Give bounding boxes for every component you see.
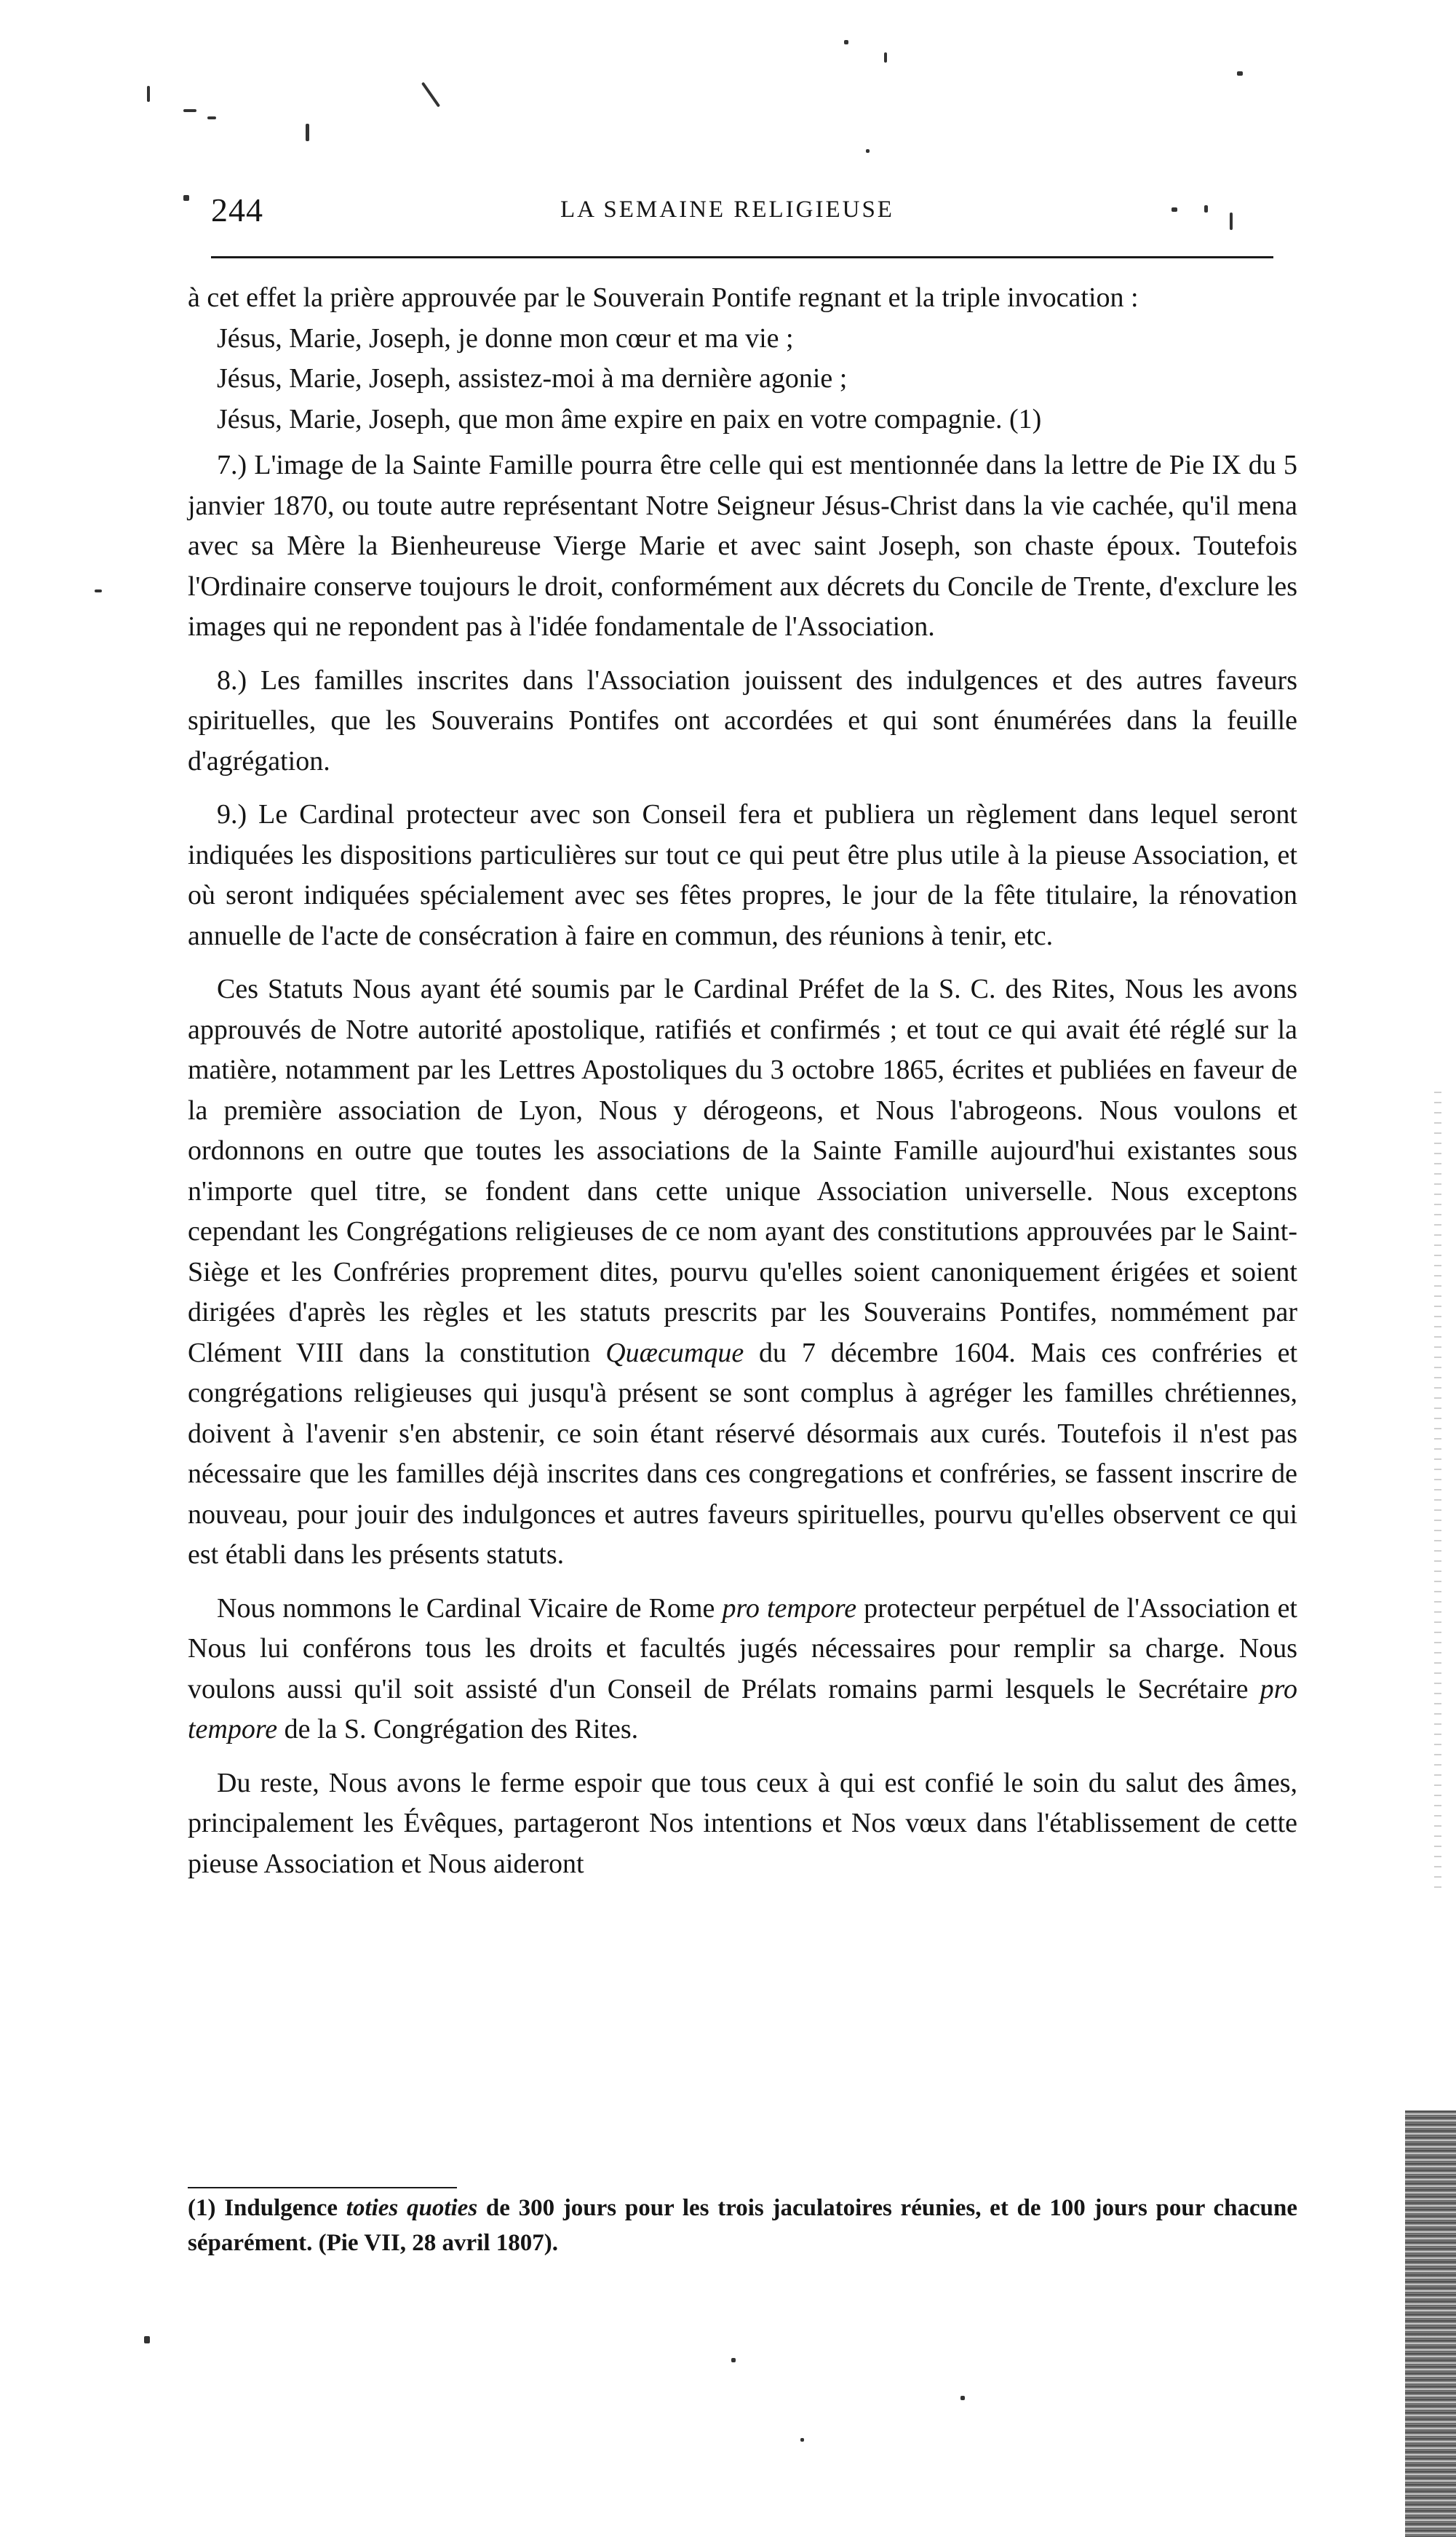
invocation-line: Jésus, Marie, Joseph, je donne mon cœur et ma vie ;	[217, 322, 794, 354]
paragraph-text: du 7 décembre 1604. Mais ces confréries et congrégations religieuses qui jusqu'à présent se sont complus à agréger les familles chrétiennes, doivent à l'avenir s'en abstenir, ce soin étant réservé désormais aux curés. Toutefois il n'est pas nécessaire que les familles déjà inscrites dans ces congregations et confréries, se fassent inscrire de nouveau, pour jouir des indulgonces et autres faveurs spirituelles, pourvu qu'elles observent ce qui est établi dans les présents statuts.	[188, 1337, 1298, 1570]
invocation-line: Jésus, Marie, Joseph, assistez-moi à ma dernière agonie ;	[217, 363, 848, 394]
scan-edge-noise	[1405, 2111, 1456, 2537]
scan-speck	[306, 124, 309, 141]
scan-speck	[147, 86, 150, 102]
footnote-rule	[188, 2187, 457, 2188]
paragraph-text: Ces Statuts Nous ayant été soumis par le Cardinal Préfet de la S. C. des Rites, Nous les avons approuvés de Notre autorité apostolique, ratifiés et confirmés ; et tout ce qui avait été réglé sur la matière, notamment par les Lettres Apostoliques du 3 octobre 1865, écrites et publiées en faveur de la première association de Lyon, Nous y dérogeons, et Nous l'abrogeons. Nous voulons et ordonnons en outre que toutes les associations de la Sainte Famille aujourd'hui existantes sous n'importe quel titre, se fondent dans cette unique Association universelle. Nous exceptons cependant les Congrégations religieuses de ce nom ayant des constitutions approuvées par le Saint-Siège et les Confréries proprement dites, pourvu qu'elles soient canoniquement érigées et soient dirigées d'après les règles et les statuts prescrits par les Souverains Pontifes, nommément par Clément VIII dans la constitution	[188, 974, 1297, 1368]
scan-speck	[207, 116, 216, 119]
scan-speck	[844, 40, 848, 44]
scan-speck	[800, 2438, 804, 2442]
scan-speck	[866, 149, 870, 153]
footnote-text: (1) Indulgence	[188, 2195, 346, 2221]
scan-speck	[1237, 71, 1243, 76]
page-number: 244	[211, 191, 263, 229]
body-text	[188, 278, 1297, 1884]
scan-speck	[183, 195, 189, 201]
paragraph-text: protecteur perpétuel de l'Association et Nous lui conférons tous les droits et facultés jugés nécessaires pour remplir sa charge. Nous voulons aussi qu'il soit assisté d'un Conseil de Prélats romains parmi lesquels le Secrétaire	[188, 1592, 1297, 1704]
running-header	[211, 191, 1273, 242]
paragraph-approval	[188, 969, 1297, 1576]
scan-speck	[95, 589, 102, 592]
paragraph-closing: Du reste, Nous avons le ferme espoir que tous ceux à qui est confié le soin du salut des âmes, principalement les Évêques, partageront Nos intentions et Nos vœux dans l'établissement de cette pieuse Association et Nous aideront	[188, 1767, 1297, 1879]
scan-speck	[731, 2358, 736, 2362]
italic-term: toties quoties	[346, 2195, 478, 2221]
paragraph-text: de la S. Congrégation des Rites.	[277, 1714, 639, 1744]
scan-speck	[884, 52, 887, 63]
scan-speck	[421, 82, 440, 107]
paragraph-article-7: 7.) L'image de la Sainte Famille pourra être celle qui est mentionnée dans la lettre de Pie IX du 5 janvier 1870, ou toute autre représentant Notre Seigneur Jésus-Christ dans la vie cachée, qu'il mena avec sa Mère la Bienheureuse Vierge Marie et avec saint Joseph, son chaste époux. Toutefois l'Ordinaire conserve toujours le droit, conformément aux décrets du Concile de Trente, d'exclure les images qui ne repondent pas à l'idée fondamentale de l'Association.	[188, 450, 1297, 642]
scan-speck	[183, 109, 196, 112]
italic-term: pro tempore	[722, 1592, 857, 1624]
italic-term: pro tempore	[188, 1673, 1297, 1744]
scan-speck	[144, 2336, 150, 2343]
invocation-line: Jésus, Marie, Joseph, que mon âme expire en paix en votre compagnie. (1)	[217, 403, 1042, 434]
italic-term: Quæcumque	[605, 1337, 744, 1368]
scan-speck	[960, 2396, 965, 2400]
footnote-text: de 300 jours pour les trois jaculatoires réunies, et de 100 jours pour chacune séparément. (Pie VII, 28 avril 1807).	[188, 2195, 1297, 2256]
running-title: LA SEMAINE RELIGIEUSE	[560, 196, 894, 223]
paragraph-article-8: 8.) Les familles inscrites dans l'Association jouissent des indulgences et des autres faveurs spirituelles, que les Souverains Pontifes ont accordées et qui sont énumérées dans la feuille d'agrégation.	[188, 664, 1297, 777]
header-rule	[211, 256, 1273, 258]
footnote	[188, 2191, 1297, 2260]
paragraph-protector	[188, 1589, 1297, 1750]
paragraph-article-9: 9.) Le Cardinal protecteur avec son Conseil fera et publiera un règlement dans lequel seront indiquées les dispositions particulières sur tout ce qui peut être plus utile à la pieuse Association, et où seront indiquées spécialement avec ses fêtes propres, le jour de la fête titulaire, la rénovation annuelle de l'acte de consécration à faire en commun, des réunions à tenir, etc.	[188, 799, 1297, 951]
scan-edge-dots	[1434, 1092, 1441, 1892]
paragraph-text: Nous nommons le Cardinal Vicaire de Rome	[217, 1592, 723, 1624]
paragraph-intro: à cet effet la prière approuvée par le Souverain Pontife regnant et la triple invocation :	[188, 282, 1139, 313]
